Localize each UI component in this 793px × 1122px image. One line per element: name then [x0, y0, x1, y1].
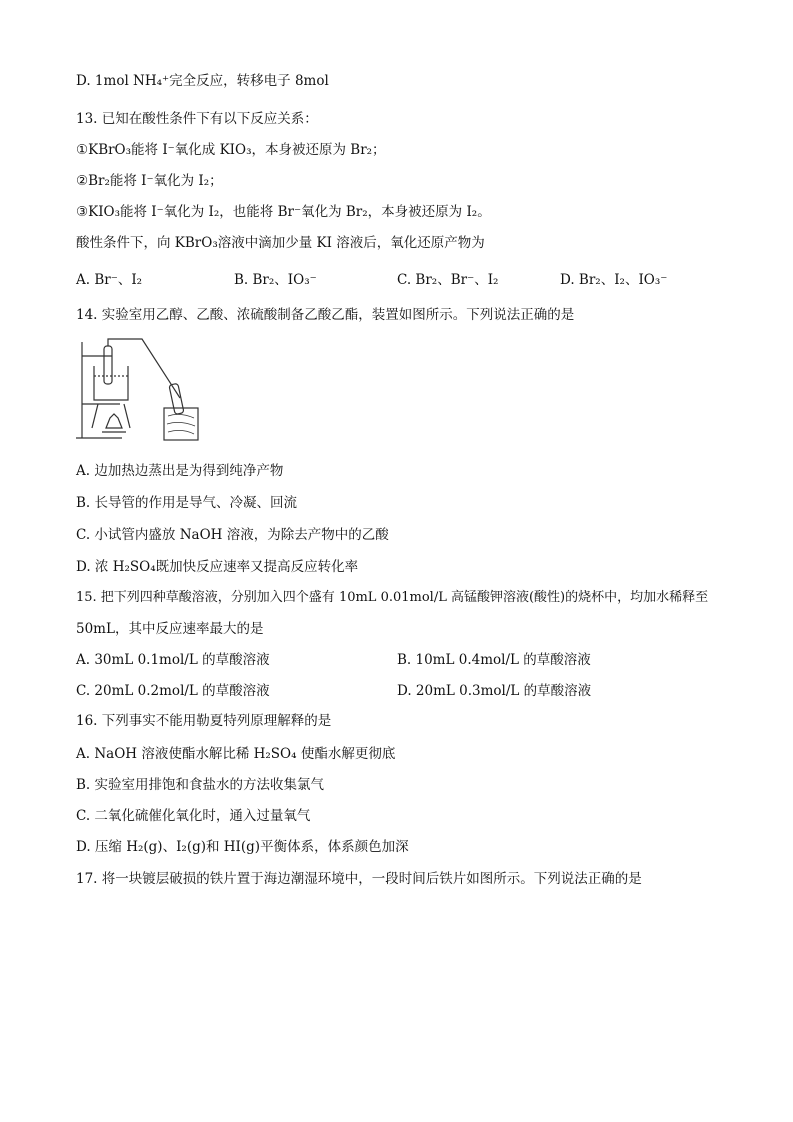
- q16-option-b: B. 实验室用排饱和食盐水的方法收集氯气: [76, 777, 325, 793]
- q15-stem-line-1: 15. 把下列四种草酸溶液，分别加入四个盛有 10mL 0.01mol/L 高锰酸钾溶液(酸性)的烧杯中，均加水稀释至: [76, 590, 709, 605]
- q13-option-c: C. Br₂、Br⁻、I₂: [397, 272, 499, 288]
- q16-option-d: D. 压缩 H₂(g)、I₂(g)和 HI(g)平衡体系，体系颜色加深: [76, 839, 409, 855]
- q14-stem: 14. 实验室用乙醇、乙酸、浓硫酸制备乙酸乙酯，装置如图所示。下列说法正确的是: [76, 307, 575, 323]
- q12-option-d: D. 1mol NH₄⁺完全反应，转移电子 8mol: [76, 73, 329, 89]
- q15-option-d: D. 20mL 0.3mol/L 的草酸溶液: [397, 683, 592, 699]
- q13-fact-2: ②Br₂能将 I⁻氧化为 I₂；: [76, 173, 223, 189]
- q16-option-a: A. NaOH 溶液使酯水解比稀 H₂SO₄ 使酯水解更彻底: [76, 746, 396, 762]
- q17-stem: 17. 将一块镀层破损的铁片置于海边潮湿环境中，一段时间后铁片如图所示。下列说法正确的是: [76, 871, 642, 887]
- q13-option-b: B. Br₂、IO₃⁻: [234, 272, 317, 288]
- q13-option-a: A. Br⁻、I₂: [76, 272, 143, 288]
- q13-question: 酸性条件下，向 KBrO₃溶液中滴加少量 KI 溶液后，氧化还原产物为: [76, 235, 485, 251]
- q13-fact-1: ①KBrO₃能将 I⁻氧化成 KIO₃，本身被还原为 Br₂；: [76, 142, 386, 158]
- q13-stem: 13. 已知在酸性条件下有以下反应关系：: [76, 111, 318, 127]
- q13-option-d: D. Br₂、I₂、IO₃⁻: [560, 272, 668, 288]
- q15-stem-line-2: 50mL，其中反应速率最大的是: [76, 621, 264, 637]
- q15-option-c: C. 20mL 0.2mol/L 的草酸溶液: [76, 683, 270, 699]
- q15-option-b: B. 10mL 0.4mol/L 的草酸溶液: [397, 652, 591, 668]
- q14-option-b: B. 长导管的作用是导气、冷凝、回流: [76, 495, 298, 511]
- q14-option-a: A. 边加热边蒸出是为得到纯净产物: [76, 463, 284, 479]
- ester-apparatus-figure: [72, 336, 202, 444]
- q13-fact-3: ③KIO₃能将 I⁻氧化为 I₂，也能将 Br⁻氧化为 Br₂，本身被还原为 I₂。: [76, 204, 491, 220]
- q14-option-d: D. 浓 H₂SO₄既加快反应速率又提高反应转化率: [76, 559, 359, 575]
- q16-stem: 16. 下列事实不能用勒夏特列原理解释的是: [76, 713, 332, 729]
- q15-option-a: A. 30mL 0.1mol/L 的草酸溶液: [76, 652, 270, 668]
- q16-option-c: C. 二氧化硫催化氧化时，通入过量氧气: [76, 808, 311, 824]
- q14-option-c: C. 小试管内盛放 NaOH 溶液，为除去产物中的乙酸: [76, 527, 389, 543]
